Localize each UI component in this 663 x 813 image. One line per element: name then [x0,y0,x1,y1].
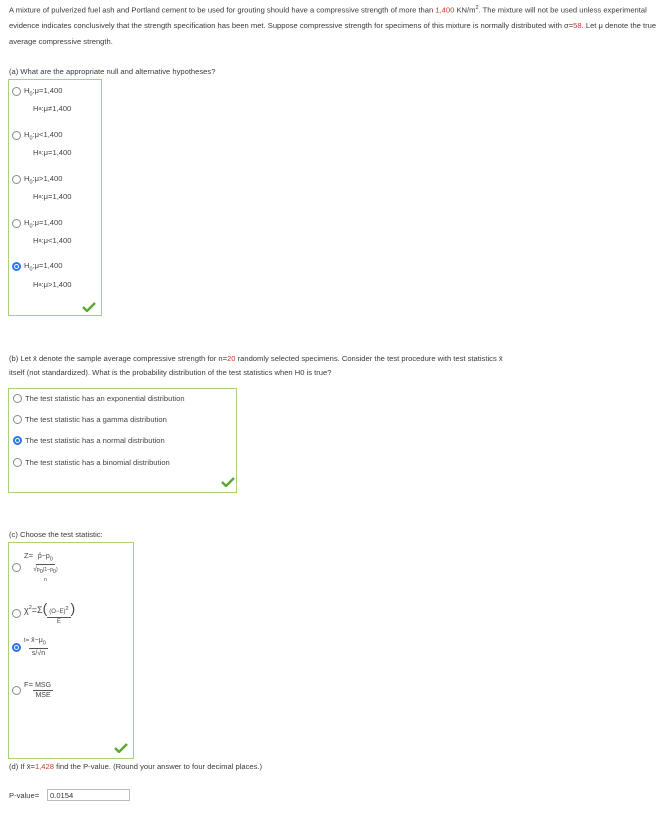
strength-value: 1,400 [435,5,455,15]
radio-button[interactable] [12,609,21,618]
radio-button[interactable] [13,394,22,403]
correct-check-icon [82,302,96,312]
part-c-option-2[interactable] [12,600,75,627]
radio-button[interactable] [12,563,21,572]
f-formula: F= $\frac{\text{MSG}}{\text{MSE}}$ [24,680,52,699]
part-a-option-5[interactable] [12,261,62,273]
xbar-value: 1,428 [34,762,54,771]
correct-check-icon [221,477,235,487]
part-a-option-1[interactable] [12,86,62,98]
part-c-question: (c) Choose the test statistic: [9,530,103,539]
z-formula: Z= $p̂-p_0$ $√p_0(1-p_0)$ n [24,551,58,584]
h0-label: $H_0:\mu<1,400$ [24,130,63,142]
ha-label: H a :μ=1,400 [33,192,72,201]
part-b-option-1[interactable]: The test statistic has an exponential distribution [13,394,185,403]
ha-label: H a :μ>1,400 [33,280,72,289]
radio-button[interactable] [12,219,21,228]
sigma-value: 58 [573,21,582,31]
h0-label: $H_0:\mu>1,400$ [24,174,63,186]
ha-label: H a :μ<1,400 [33,236,72,245]
part-c-option-1[interactable] [12,551,58,583]
radio-button-selected[interactable] [13,436,22,445]
pvalue-label: P-value= [9,791,40,800]
part-a-option-3[interactable] [12,174,62,186]
n-value: 20 [227,354,236,363]
chi-square-formula: $\chi^2=\Sigma$( $\frac{(O-E)^2}{E}$ ) [24,600,76,625]
radio-button-selected[interactable] [12,262,21,271]
part-a-option-2[interactable] [12,130,62,142]
radio-button[interactable] [12,131,21,140]
problem-intro: A mixture of pulverized fuel ash and Portland cement to be used for grouting should have a compressive strength of more than 1,400 $KN/m^2$. The mixture will not be used unless experimental evidence indicates conclusively that the strength specification has been met. Suppose compressive strength for specimens of this mixture is normally distributed with σ=58. Let μ denote the true average compressive strength. [9,5,657,46]
part-c-option-4[interactable] [12,680,53,700]
h0-label: $H_0:\mu=1,400$ [24,86,63,98]
part-b-option-2[interactable]: The test statistic has a gamma distribution [13,415,167,424]
correct-check-icon [114,743,128,753]
radio-button[interactable] [12,87,21,96]
ha-label: H a :μ≠1,400 [33,104,72,113]
h0-label: $H_0:\mu=1,400$ [24,218,63,230]
part-b-question: (b) Let x̄ denote the sample average compressive strength for n=20 randomly selected specimens. Consider the test procedure with test statistics x̄ itself (not standardized). What is the probability distribution of the test statistics when H0 is true? [9,354,503,377]
radio-button[interactable] [12,175,21,184]
part-d-question: (d) If x̄=1,428 find the P-value. (Round your answer to four decimal places.) [9,762,263,771]
pvalue-input[interactable]: 0.0154 [47,789,130,801]
h0-label: $H_0:\mu=1,400$ [24,261,63,273]
radio-button[interactable] [12,686,21,695]
part-b-option-3[interactable]: The test statistic has a normal distribution [13,436,165,445]
part-b-option-4[interactable]: The test statistic has a binomial distribution [13,458,170,467]
ha-label: H a :μ=1,400 [33,148,72,157]
t-formula: t= $\frac{x̄-\mu_0}{s/√n}$ [24,637,46,658]
part-c-option-3[interactable] [12,636,48,658]
radio-button[interactable] [13,415,22,424]
radio-button-selected[interactable] [12,643,21,652]
part-a-question: (a) What are the appropriate null and alternative hypotheses? [9,67,216,76]
part-a-option-4[interactable] [12,218,62,230]
radio-button[interactable] [13,458,22,467]
